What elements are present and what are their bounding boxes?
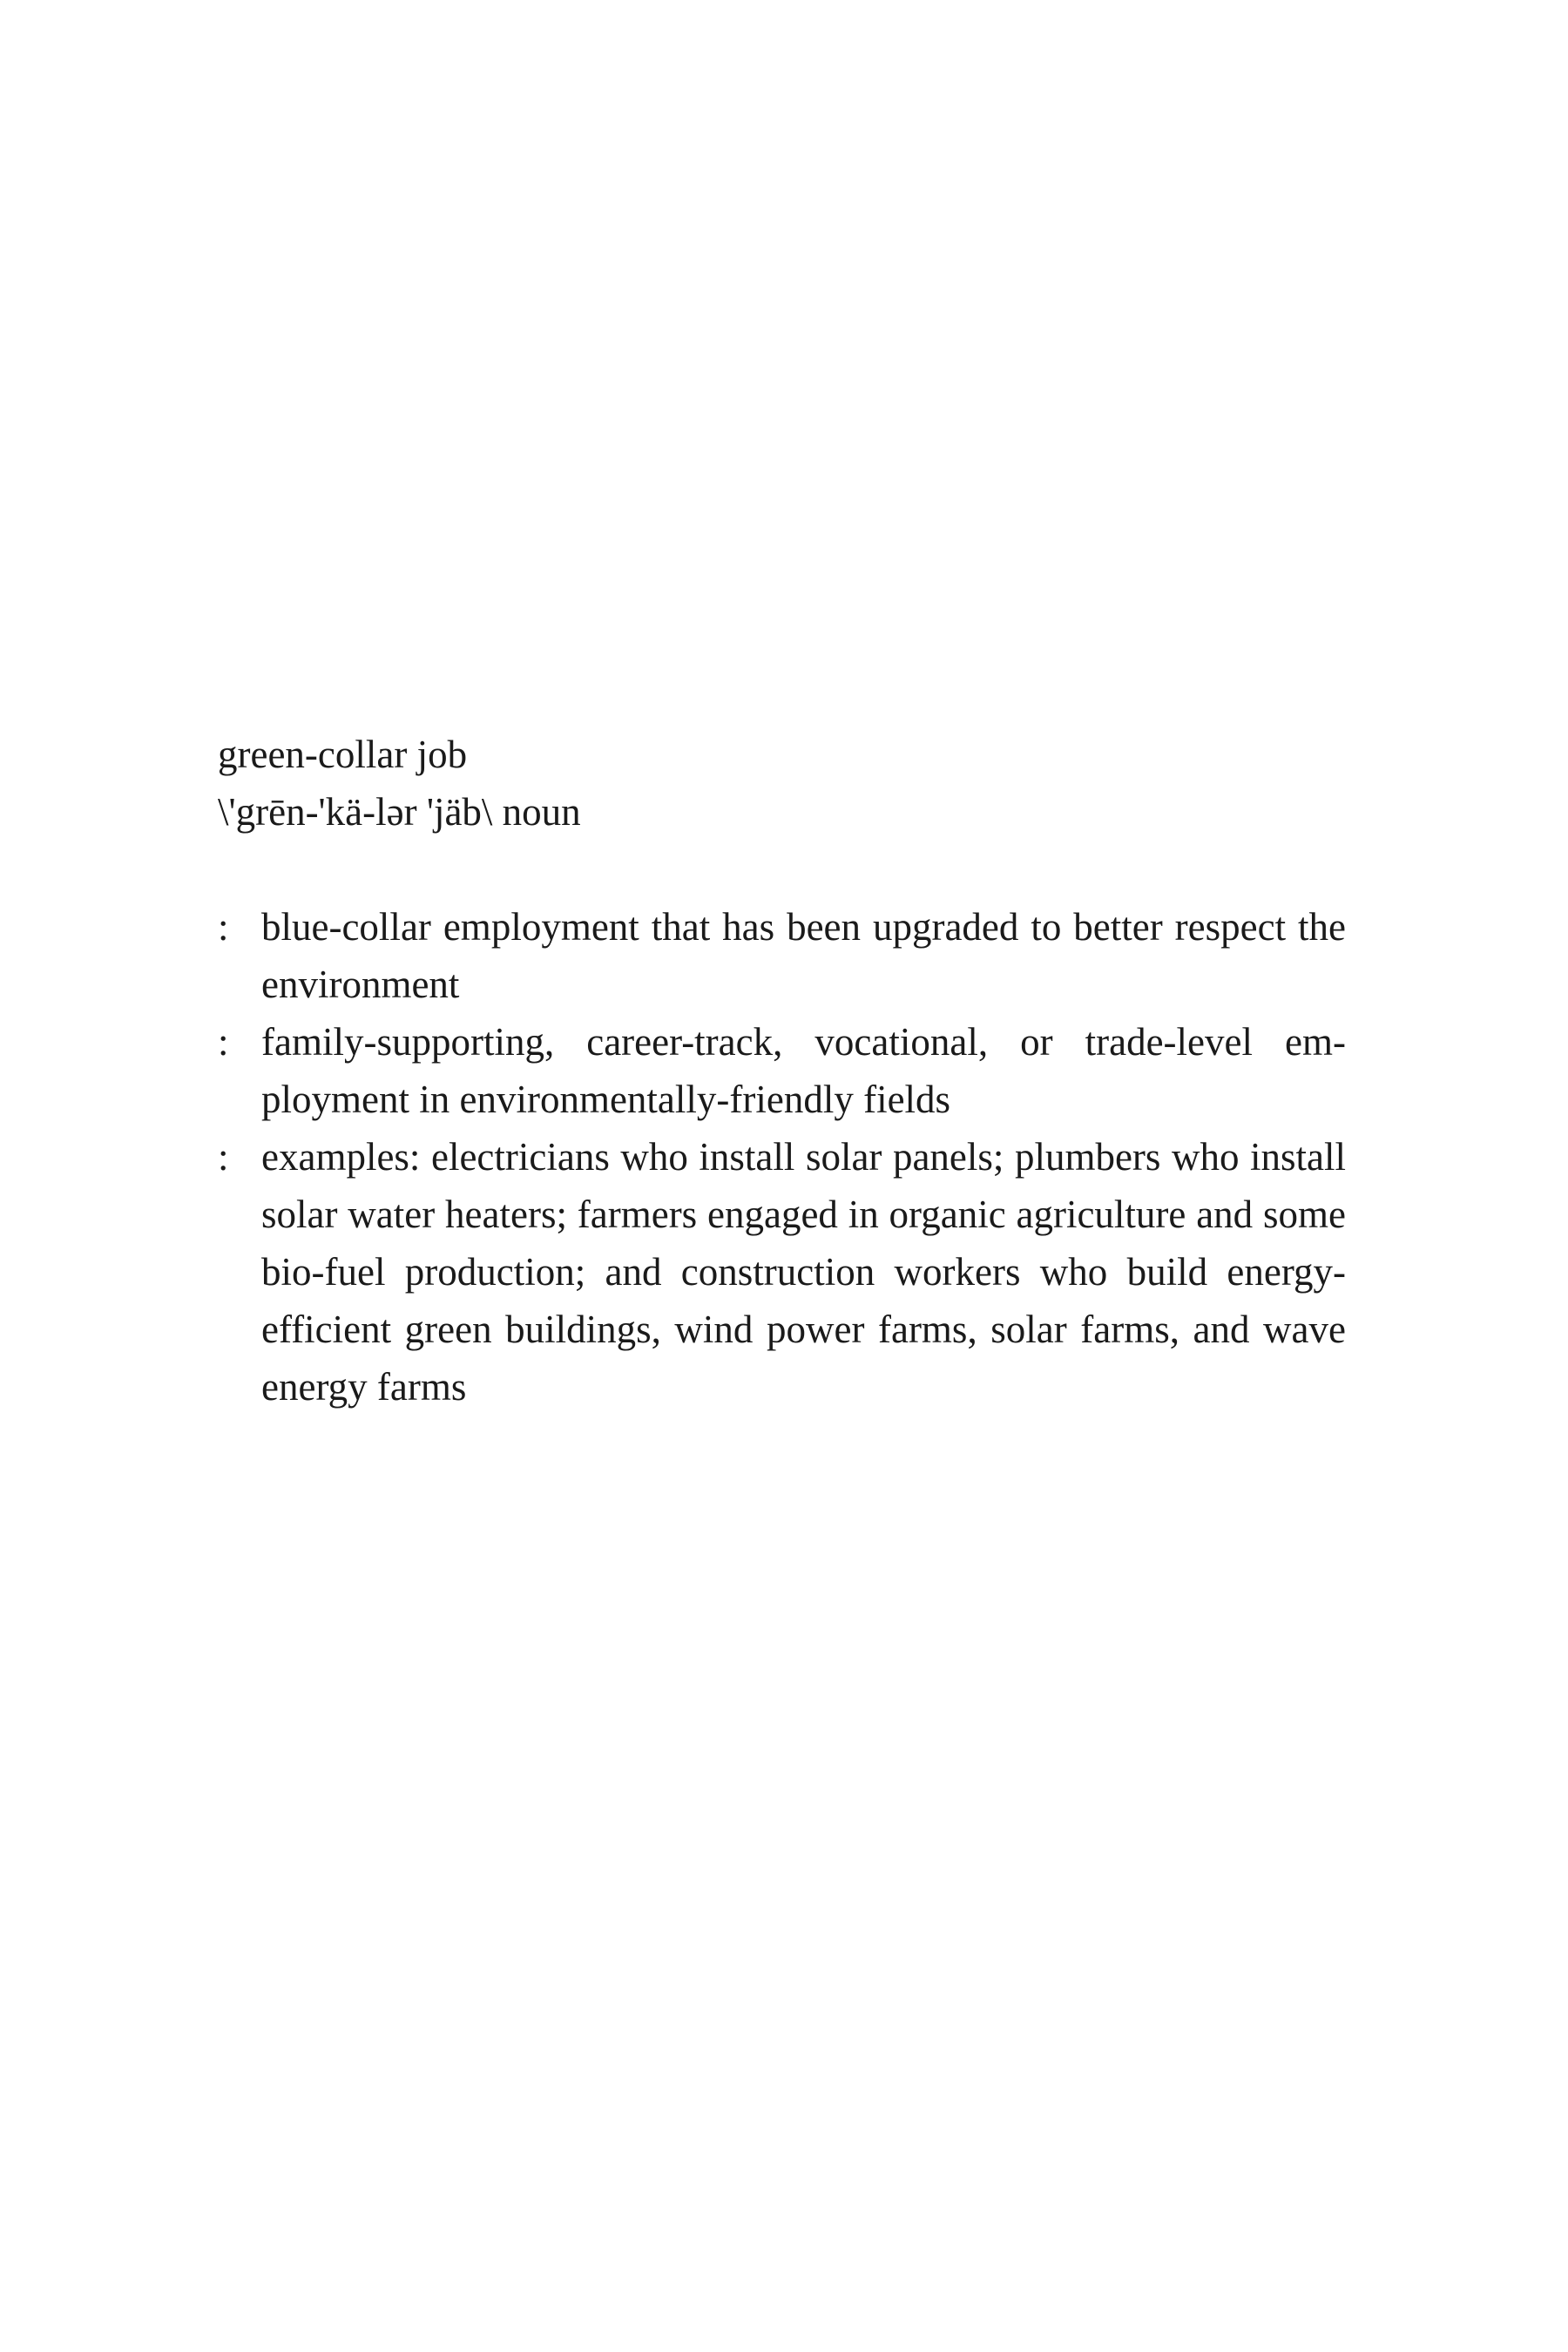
definition-marker: : bbox=[218, 905, 229, 949]
dictionary-entry bbox=[218, 726, 1346, 1416]
definition-text: blue-collar employment that has been upgraded to better respect the environment bbox=[261, 905, 1346, 1006]
pronunciation: \'grēn-'kä-lər 'jäb\ noun bbox=[218, 790, 581, 834]
definition-marker: : bbox=[218, 1020, 229, 1064]
definition-text: family-supporting, career-track, vocational, or trade-level employment in environmentally-friendly fields bbox=[261, 1020, 1346, 1121]
definition-item bbox=[218, 898, 1346, 1013]
definition-item bbox=[218, 1013, 1346, 1128]
headword: green-collar job bbox=[218, 733, 468, 776]
definition-marker: : bbox=[218, 1135, 229, 1179]
definition-text: examples: electricians who install solar panels; plumbers who install solar water heaters; farmers engaged in organic agriculture and some bio-fuel production; and construction workers who build energy-efficient green buildings, wind power farms, solar farms, and wave energy farms bbox=[261, 1135, 1346, 1409]
definition-list bbox=[218, 898, 1346, 1416]
definition-item bbox=[218, 1128, 1346, 1416]
